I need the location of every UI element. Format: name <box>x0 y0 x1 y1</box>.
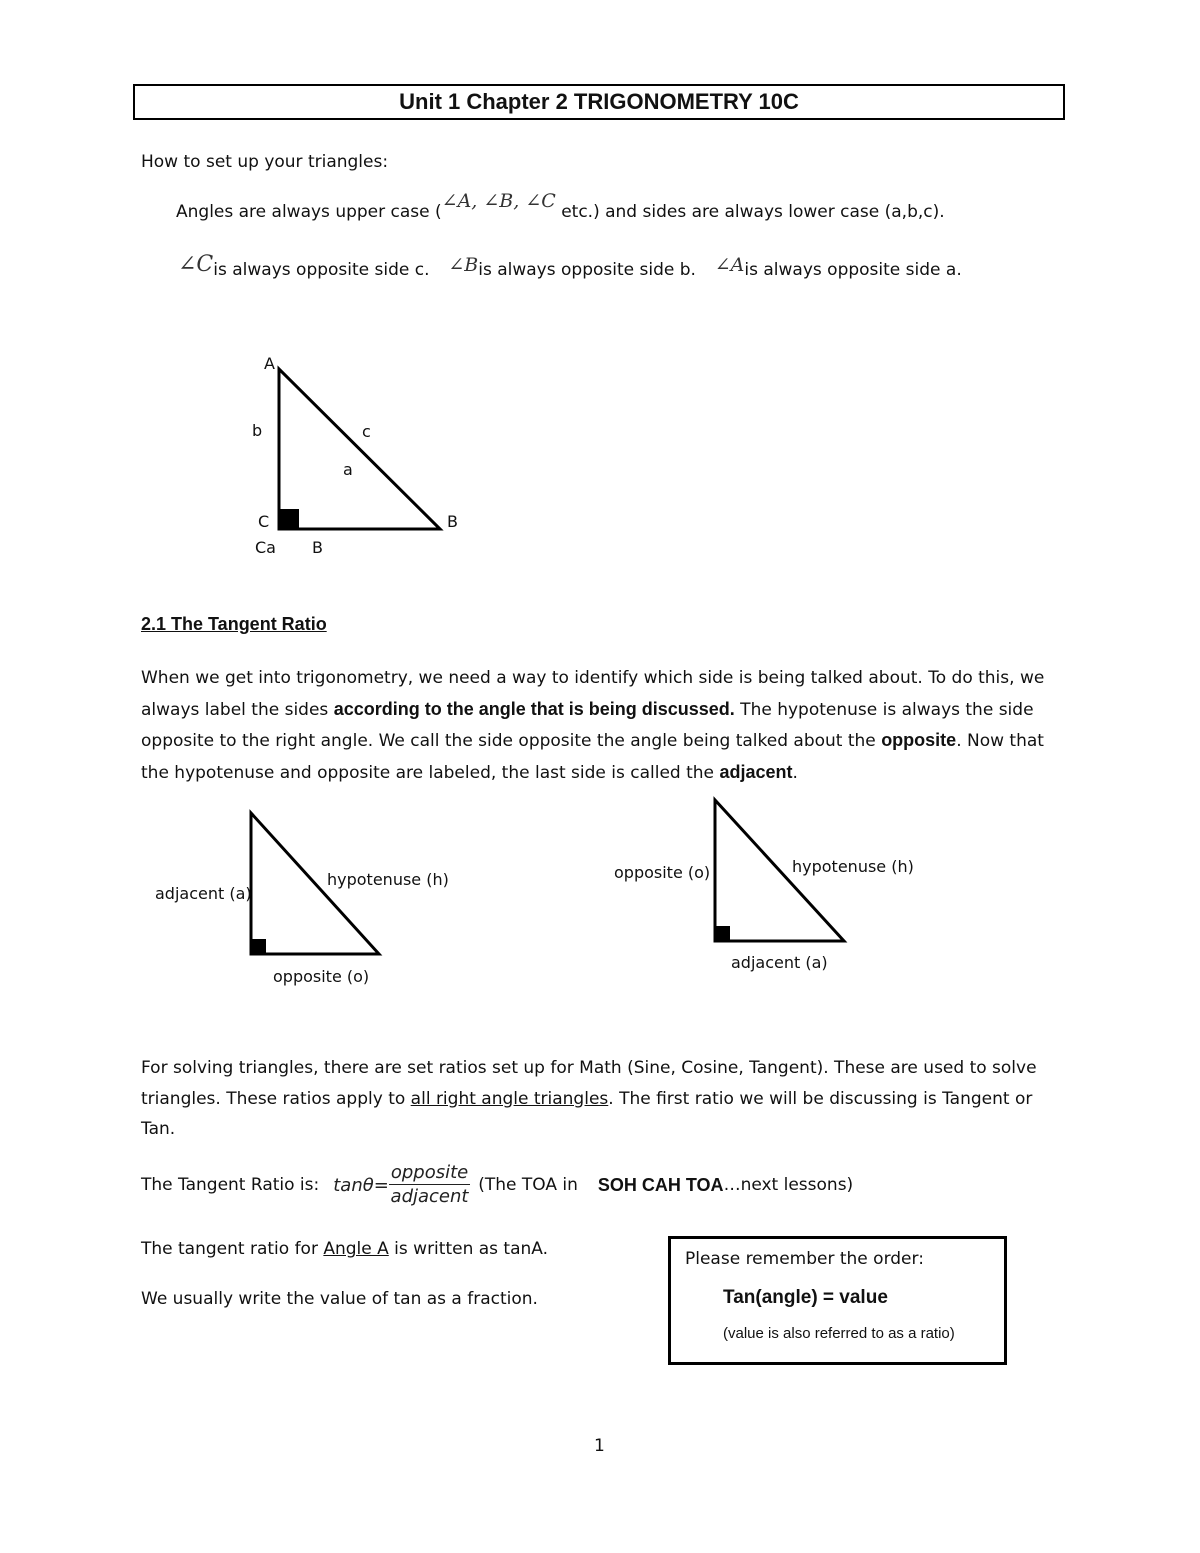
p2-text-a: For solving triangles, there are set ratios set up for Math (Sine, Cosine, Tangent). These are used to solve triangles. These ratios apply to <box>141 1058 1037 1109</box>
p1-bold-1: according to the angle that is being discussed. <box>333 698 735 719</box>
reminder-line-3: (value is also referred to as a ratio) <box>723 1325 955 1342</box>
left-hyp-label: hypotenuse (h) <box>327 870 449 889</box>
right-angle-marker <box>279 509 299 529</box>
ratio-after-2: …next lessons) <box>723 1175 854 1195</box>
p1-text-d: . <box>792 762 798 783</box>
label-Ca: Ca <box>255 538 276 557</box>
p1-bold-2: opposite <box>881 730 957 750</box>
right-side-label: opposite (o) <box>614 863 711 882</box>
fraction-line: We usually write the value of tan as a fraction. <box>141 1289 538 1309</box>
left-side-label: adjacent (a) <box>155 884 252 903</box>
reminder-box <box>668 1236 1007 1365</box>
ratio-lhs: tanθ= <box>333 1174 389 1196</box>
labelled-triangles <box>0 780 1200 1010</box>
p2-text-b: . The first ratio we will be discussing is Tangent or Tan. <box>141 1088 1033 1139</box>
paragraph-ratios <box>141 1053 1061 1145</box>
left-right-angle-marker <box>251 939 266 954</box>
angle-c-math: ∠C <box>178 252 214 277</box>
tan-line-a: The tangent ratio for <box>141 1239 324 1259</box>
angle-b-text: is always opposite side b. <box>478 260 696 280</box>
left-bottom-label: opposite (o) <box>273 967 370 986</box>
tan-line-underlined: Angle A <box>323 1239 389 1259</box>
label-A: A <box>264 354 275 373</box>
tangent-ratio-line <box>141 1157 853 1213</box>
angles-math: ∠A, ∠B, ∠C <box>441 190 556 212</box>
angle-c-text: is always opposite side c. <box>213 260 430 280</box>
label-a: a <box>343 460 353 479</box>
right-right-angle-marker <box>715 926 730 941</box>
ratio-denominator: adjacent <box>390 1185 469 1207</box>
p1-text-c: . Now that the hypotenuse and opposite are labeled, the last side is called the <box>141 731 1044 783</box>
angle-a-text: is always opposite side a. <box>744 260 962 280</box>
p1-bold-3: adjacent <box>719 761 793 782</box>
reminder-line-2: Tan(angle) = value <box>723 1287 888 1308</box>
ratio-numerator: opposite <box>390 1161 469 1183</box>
label-B: B <box>447 512 458 531</box>
angle-b-math: ∠B <box>448 254 479 276</box>
p1-text-a: When we get into trigonometry, we need a way to identify which side is being talked about. To do this, we always label the sides <box>141 668 1045 720</box>
tan-line-b: is written as tanA. <box>388 1239 549 1259</box>
section-heading: 2.1 The Tangent Ratio <box>141 614 327 634</box>
label-b: b <box>252 421 263 440</box>
right-bottom-label: adjacent (a) <box>731 953 828 972</box>
label-C: C <box>258 512 270 531</box>
paragraph-labelling <box>141 663 1061 788</box>
ratio-fraction <box>389 1162 470 1209</box>
angles-line-before: Angles are always upper case ( <box>176 202 442 222</box>
p1-text-b: The hypotenuse is always the side opposite to the right angle. We call the side opposite the angle being talked about the <box>141 699 1034 751</box>
triangle-diagram-abc <box>0 0 1200 600</box>
reminder-line-1: Please remember the order: <box>685 1249 924 1269</box>
intro-text: How to set up your triangles: <box>141 152 389 172</box>
label-c: c <box>362 422 371 441</box>
angle-a-math: ∠A <box>714 254 745 276</box>
page-title: Unit 1 Chapter 2 TRIGONOMETRY 10C <box>133 84 1065 120</box>
soh-cah-toa: SOH CAH TOA <box>597 1174 724 1195</box>
page-number: 1 <box>594 1436 605 1456</box>
angles-line-after: etc.) and sides are always lower case (a,b,c). <box>555 202 945 222</box>
ratio-after-1: (The TOA in <box>478 1175 578 1195</box>
triangle-abc <box>279 369 440 529</box>
label-B-lower: B <box>312 538 323 557</box>
right-hyp-label: hypotenuse (h) <box>792 857 914 876</box>
tan-line <box>141 1239 548 1259</box>
p2-underlined: all right angle triangles <box>410 1088 609 1109</box>
ratio-label: The Tangent Ratio is: <box>141 1175 320 1195</box>
